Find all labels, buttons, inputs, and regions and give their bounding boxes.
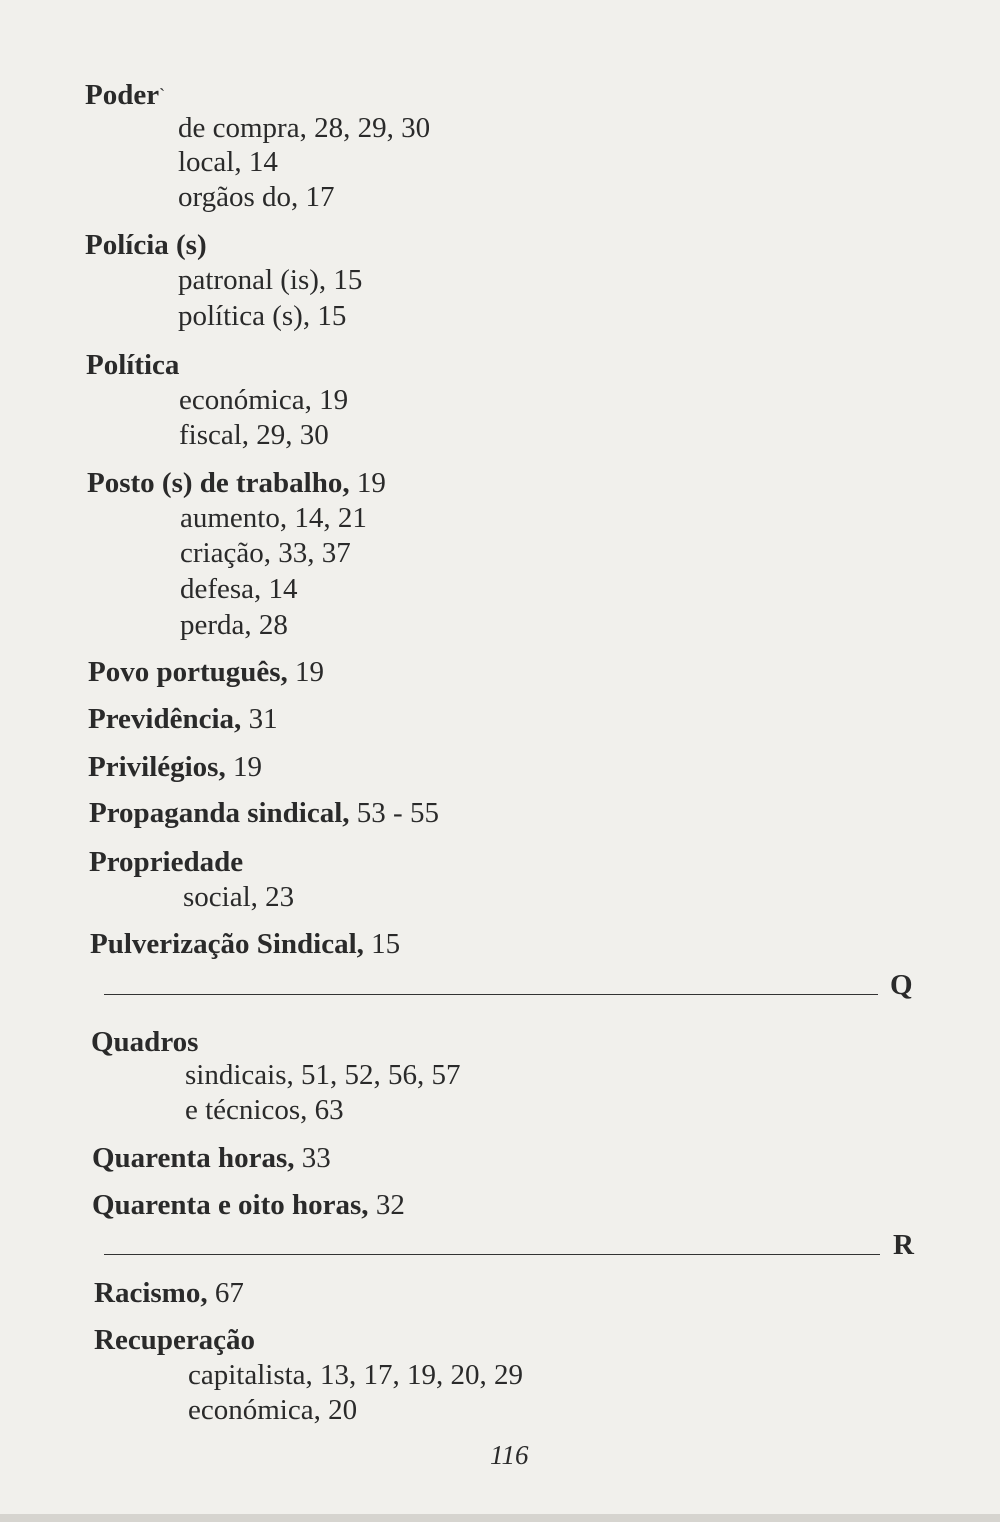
- index-subentry: de compra, 28, 29, 30: [178, 112, 431, 144]
- index-heading: Política: [86, 349, 180, 381]
- index-subentry: aumento, 14, 21: [180, 502, 367, 534]
- section-letter: Q: [890, 969, 913, 1001]
- index-heading: Quarenta horas, 33: [92, 1142, 331, 1174]
- index-subentry: perda, 28: [180, 609, 288, 641]
- index-heading: Privilégios, 19: [88, 751, 262, 783]
- index-heading: Poder`: [85, 79, 166, 111]
- index-subentry: capitalista, 13, 17, 19, 20, 29: [188, 1359, 524, 1391]
- index-subentry: criação, 33, 37: [180, 537, 351, 569]
- index-subentry: e técnicos, 63: [185, 1094, 344, 1126]
- index-heading: Polícia (s): [85, 229, 207, 261]
- page-edge: [0, 1514, 1000, 1522]
- index-heading: Povo português, 19: [88, 656, 325, 688]
- index-heading: Posto (s) de trabalho, 19: [87, 467, 386, 499]
- page-number: 116: [490, 1440, 529, 1470]
- index-heading: Recuperação: [94, 1324, 256, 1356]
- section-letter: R: [893, 1229, 914, 1261]
- index-subentry: orgãos do, 17: [178, 181, 335, 213]
- index-heading: Quarenta e oito horas, 32: [92, 1189, 405, 1221]
- index-subentry: local, 14: [178, 146, 278, 178]
- index-heading: Propriedade: [89, 846, 244, 878]
- index-subentry: política (s), 15: [178, 300, 347, 332]
- index-heading: Quadros: [91, 1026, 199, 1058]
- index-subentry: fiscal, 29, 30: [179, 419, 329, 451]
- index-subentry: económica, 20: [188, 1394, 358, 1426]
- section-divider: [104, 1254, 880, 1255]
- index-subentry: social, 23: [183, 881, 295, 913]
- index-heading: Propaganda sindical, 53 - 55: [89, 797, 439, 829]
- index-subentry: patronal (is), 15: [178, 264, 363, 296]
- index-heading: Previdência, 31: [88, 703, 278, 735]
- index-subentry: defesa, 14: [180, 573, 298, 605]
- index-heading: Pulverização Sindical, 15: [90, 928, 401, 960]
- index-subentry: sindicais, 51, 52, 56, 57: [185, 1059, 461, 1091]
- index-heading: Racismo, 67: [94, 1277, 244, 1309]
- index-subentry: económica, 19: [179, 384, 349, 416]
- section-divider: [104, 994, 878, 995]
